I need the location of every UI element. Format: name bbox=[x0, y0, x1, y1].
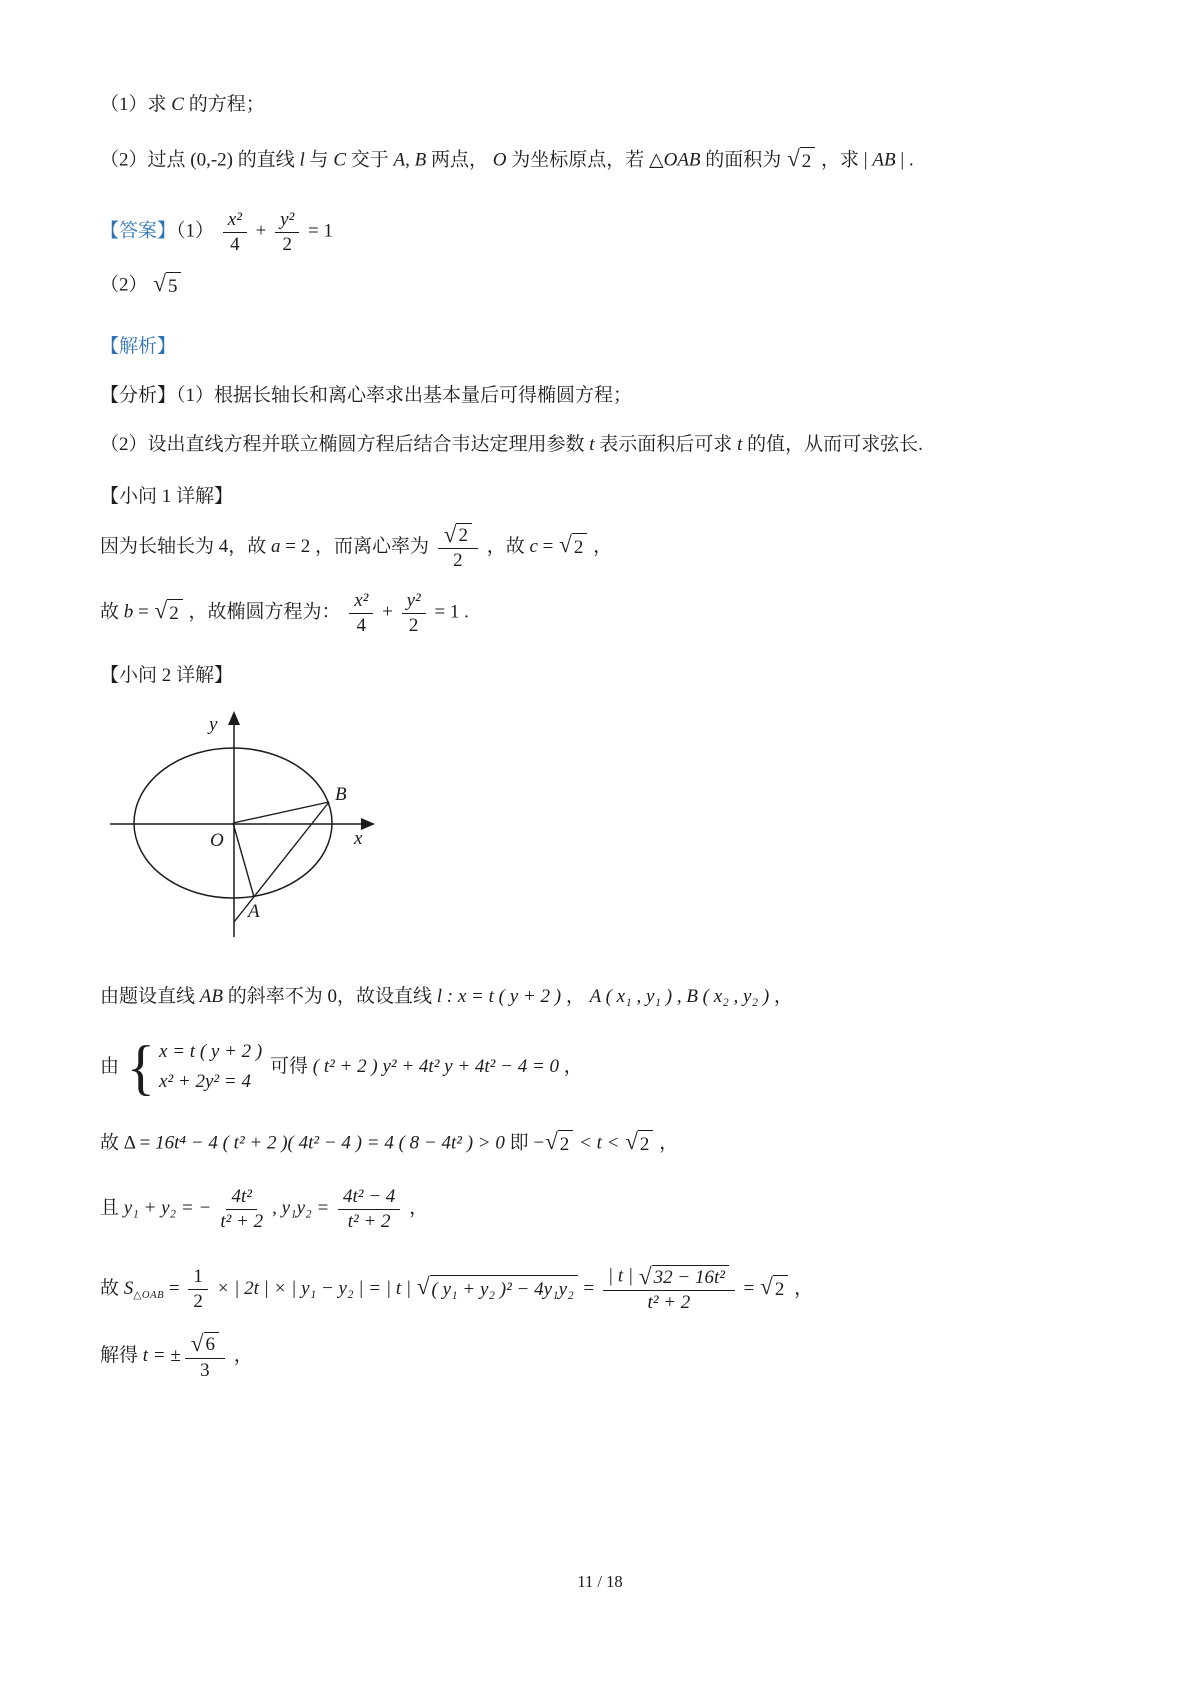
text-run: 可得 bbox=[265, 1055, 313, 1077]
math-run: < t < bbox=[574, 1132, 625, 1154]
math-run: ( y₁ + y₂ )² − 4y₁y₂ bbox=[431, 1279, 574, 1301]
text-run: 2 bbox=[573, 537, 584, 559]
origin-label: O bbox=[210, 830, 224, 852]
brace-icon: { bbox=[126, 1032, 156, 1102]
math-run: × | 2t | × | y₁ − y₂ | = | t | bbox=[211, 1277, 416, 1299]
text-run: 且 bbox=[100, 1197, 124, 1219]
text-run: ， bbox=[588, 535, 613, 557]
math-run: O bbox=[492, 149, 507, 171]
text-run: 与 bbox=[304, 149, 334, 171]
text-run: + bbox=[377, 601, 398, 623]
text-run: = bbox=[738, 1277, 760, 1299]
text-run: 解得 bbox=[100, 1345, 143, 1367]
text-run: 的直线 bbox=[233, 149, 300, 171]
equation-system-row bbox=[159, 1039, 262, 1066]
math-fraction bbox=[188, 1266, 208, 1313]
answer-part-1 bbox=[100, 209, 1108, 256]
text-run: + bbox=[250, 220, 272, 242]
text-run: 两点， bbox=[426, 149, 493, 171]
page-number: 11 / 18 bbox=[577, 1572, 623, 1591]
text-run: （1）求 bbox=[100, 94, 172, 115]
math-run: b bbox=[123, 601, 134, 623]
radical-sign-icon: √ bbox=[190, 1331, 204, 1358]
radical-argument bbox=[572, 533, 588, 562]
fraction-denominator bbox=[404, 614, 424, 637]
segment-OA bbox=[233, 823, 254, 897]
equation-system-rows bbox=[159, 1039, 262, 1096]
fraction-denominator bbox=[643, 1291, 696, 1314]
text-run: 因为长轴长为 4，故 bbox=[100, 535, 272, 557]
fraction-denominator bbox=[343, 1210, 396, 1233]
math-fraction bbox=[438, 523, 478, 572]
fraction-denominator bbox=[225, 233, 245, 256]
radical-sign-icon: √ bbox=[153, 270, 166, 297]
math-fraction bbox=[215, 1186, 268, 1233]
math-run: y² bbox=[280, 209, 295, 231]
text-run: ， bbox=[769, 985, 793, 1007]
text-run: 由题设直线 bbox=[100, 985, 200, 1007]
text-run: 5 bbox=[167, 275, 178, 297]
math-run: ( t² + 2 ) y² + 4t² y + 4t² − 4 = 0 bbox=[312, 1055, 560, 1077]
fraction-denominator bbox=[277, 233, 297, 256]
solution-1-line-2 bbox=[100, 590, 1108, 637]
subquestion-2-heading bbox=[100, 663, 1108, 690]
text-run: 2 bbox=[282, 234, 292, 256]
text-run: 2 bbox=[408, 614, 419, 636]
subquestion-1-heading bbox=[100, 484, 1108, 511]
text-run: 交于 bbox=[346, 149, 394, 171]
solution-2-line-5 bbox=[100, 1265, 1108, 1314]
math-fraction bbox=[603, 1265, 735, 1314]
math-run: t bbox=[589, 433, 595, 455]
text-run: , bbox=[405, 149, 415, 171]
math-run: t² + 2 bbox=[647, 1292, 691, 1314]
text-run: ，求 | bbox=[816, 149, 873, 171]
section-label: 【解析】 bbox=[100, 336, 177, 358]
math-fraction bbox=[338, 1186, 400, 1233]
point-a-label: A bbox=[248, 901, 260, 923]
radical-sign-icon: √ bbox=[416, 1274, 430, 1301]
text-run: 4 bbox=[230, 234, 240, 256]
radical-sign-icon: √ bbox=[625, 1128, 638, 1155]
fraction-numerator bbox=[188, 1266, 208, 1290]
solution-2-line-6 bbox=[100, 1332, 1108, 1381]
math-run: t² + 2 bbox=[220, 1211, 264, 1233]
text-run: = bbox=[578, 1277, 599, 1299]
question-part-2 bbox=[100, 147, 1108, 176]
text-run: 2 bbox=[559, 1133, 570, 1155]
math-run: C bbox=[171, 94, 184, 115]
fraction-numerator bbox=[603, 1265, 735, 1291]
radical-argument bbox=[204, 1332, 220, 1356]
fraction-numerator bbox=[185, 1332, 225, 1358]
text-run: 【小问 2 详解】 bbox=[100, 664, 234, 686]
fraction-denominator bbox=[448, 549, 468, 572]
analysis-line-1 bbox=[100, 383, 1108, 410]
radical-argument bbox=[456, 523, 472, 547]
math-run: x² + 2y² = 4 bbox=[159, 1071, 251, 1093]
text-run: 的值，从而可求弦长. bbox=[742, 433, 923, 455]
answer-part-2 bbox=[100, 272, 1108, 301]
math-run: 4t² bbox=[231, 1186, 252, 1208]
y-axis-label: y bbox=[209, 714, 218, 736]
text-run: | . bbox=[895, 149, 914, 171]
x-axis-label: x bbox=[354, 828, 363, 850]
text-run: （2） bbox=[100, 274, 153, 296]
equation-system-row bbox=[159, 1069, 262, 1096]
radical-argument bbox=[558, 1130, 574, 1159]
text-run: 故 bbox=[100, 601, 124, 623]
math-run: x² bbox=[354, 590, 369, 612]
math-fraction bbox=[349, 590, 373, 637]
radical-expression bbox=[639, 1265, 729, 1289]
equation-system bbox=[126, 1032, 263, 1102]
text-run: ，故椭圆方程为： bbox=[183, 601, 346, 623]
text-run: 【分析】（1）根据长轴长和离心率求出基本量后可得椭圆方程； bbox=[100, 385, 633, 407]
fraction-numerator bbox=[275, 209, 299, 233]
text-run: 故 Δ = bbox=[100, 1132, 156, 1154]
text-run: = 2 ，而离心率为 bbox=[280, 535, 434, 557]
ellipse-figure-svg bbox=[102, 705, 402, 945]
fraction-numerator bbox=[226, 1186, 256, 1210]
fraction-numerator bbox=[338, 1186, 400, 1210]
fraction-denominator bbox=[352, 614, 372, 637]
text-run: 2 bbox=[774, 1279, 785, 1301]
solution-2-line-4 bbox=[100, 1186, 1108, 1233]
subscript: △OAB bbox=[133, 1290, 165, 1302]
math-run: 4t² − 4 bbox=[343, 1186, 396, 1208]
text-run: （2）设出直线方程并联立椭圆方程后结合韦达定理用参数 bbox=[100, 433, 590, 455]
analysis-line-2 bbox=[100, 432, 1108, 459]
radical-argument bbox=[800, 147, 816, 176]
math-run: OAB bbox=[663, 149, 701, 171]
fraction-numerator bbox=[438, 523, 478, 549]
analysis-header bbox=[100, 334, 1108, 361]
text-run: 的面积为 bbox=[700, 149, 787, 171]
text-run: 2 bbox=[458, 524, 468, 546]
radical-argument bbox=[430, 1275, 578, 1304]
fraction-denominator bbox=[215, 1210, 268, 1233]
radical-sign-icon: √ bbox=[443, 521, 457, 548]
section-label: 【答案】 bbox=[100, 220, 177, 242]
radical-argument bbox=[773, 1275, 789, 1304]
math-fraction bbox=[223, 209, 247, 256]
radical-sign-icon: √ bbox=[787, 145, 800, 172]
radical-expression bbox=[625, 1130, 653, 1159]
math-run: l : x = t ( y + 2 ) bbox=[436, 985, 562, 1007]
radical-argument bbox=[652, 1265, 729, 1289]
radical-expression bbox=[417, 1275, 578, 1304]
text-run: (0,-2) bbox=[190, 149, 233, 171]
math-run: l bbox=[299, 149, 305, 171]
radical-expression bbox=[559, 533, 587, 562]
math-run: x = t ( y + 2 ) bbox=[159, 1040, 263, 1062]
point-b-label: B bbox=[335, 784, 347, 806]
solution-2-line-1 bbox=[100, 984, 1108, 1011]
text-run: ， bbox=[789, 1277, 814, 1299]
math-run: t bbox=[737, 433, 743, 455]
x-axis-arrow-icon bbox=[361, 818, 375, 830]
text-run: ， bbox=[559, 1055, 583, 1077]
text-run: 2 bbox=[639, 1133, 650, 1155]
radical-expression bbox=[545, 1130, 573, 1159]
text-run: （2）过点 bbox=[100, 149, 191, 171]
fraction-numerator bbox=[349, 590, 373, 614]
math-run: | t | bbox=[607, 1265, 638, 1287]
math-run: t = ± bbox=[142, 1345, 181, 1367]
ellipse-diagram bbox=[102, 705, 1108, 954]
math-fraction bbox=[402, 590, 426, 637]
text-run: 2 bbox=[193, 1291, 203, 1313]
math-run: 32 − 16t² bbox=[653, 1266, 725, 1288]
text-run: 由 bbox=[100, 1055, 124, 1077]
text-run: ， bbox=[561, 985, 590, 1007]
math-run: S bbox=[123, 1277, 134, 1299]
radical-expression bbox=[760, 1275, 788, 1304]
solution-2-line-3 bbox=[100, 1130, 1108, 1159]
math-run: A bbox=[393, 149, 406, 171]
text-run: 表示面积后可求 bbox=[594, 433, 738, 455]
radical-expression bbox=[191, 1332, 219, 1356]
text-run: 即 − bbox=[504, 1132, 545, 1154]
solution-1-line-1 bbox=[100, 523, 1108, 572]
radical-sign-icon: √ bbox=[760, 1274, 773, 1301]
text-run: 1 bbox=[193, 1266, 203, 1288]
math-run: x² bbox=[227, 209, 242, 231]
math-fraction bbox=[275, 209, 299, 256]
text-run: ，故 bbox=[481, 535, 530, 557]
text-run: = 1 bbox=[303, 220, 333, 242]
text-run: = bbox=[537, 535, 559, 557]
text-run: 2 bbox=[169, 603, 179, 625]
text-run: 的方程； bbox=[183, 94, 265, 115]
text-run: ， bbox=[404, 1197, 429, 1219]
text-run: = 1 . bbox=[429, 601, 469, 623]
text-run: ， bbox=[229, 1345, 253, 1367]
radical-expression bbox=[787, 147, 815, 176]
radical-argument bbox=[638, 1130, 654, 1159]
radical-expression bbox=[444, 523, 472, 547]
text-run: 2 bbox=[453, 550, 463, 572]
radical-sign-icon: √ bbox=[545, 1128, 558, 1155]
radical-argument bbox=[167, 599, 183, 628]
y-axis-arrow-icon bbox=[228, 711, 240, 725]
text-run: = bbox=[133, 601, 154, 623]
question-part-1 bbox=[100, 92, 1108, 119]
math-run: AB bbox=[199, 985, 223, 1007]
text-run: 的斜率不为 0，故设直线 bbox=[222, 985, 437, 1007]
math-run: 16t⁴ − 4 ( t² + 2 )( 4t² − 4 ) = 4 ( 8 − 4t² ) > 0 bbox=[155, 1132, 505, 1154]
math-fraction bbox=[185, 1332, 225, 1381]
math-run: t² + 2 bbox=[347, 1211, 391, 1233]
document-body bbox=[100, 88, 1108, 1381]
fraction-numerator bbox=[402, 590, 426, 614]
math-run: C bbox=[333, 149, 346, 171]
radical-sign-icon: √ bbox=[559, 532, 572, 559]
text-run: 故 bbox=[100, 1277, 124, 1299]
math-run: AB bbox=[872, 149, 896, 171]
radical-sign-icon: √ bbox=[154, 598, 168, 625]
math-run: c bbox=[529, 535, 538, 557]
math-run: a bbox=[271, 535, 281, 557]
text-run: 6 bbox=[205, 1334, 216, 1356]
radical-sign-icon: √ bbox=[638, 1263, 652, 1290]
math-run: A ( x₁ , y₁ ) , B ( x₂ , y₂ ) bbox=[589, 985, 770, 1007]
solution-2-line-2 bbox=[100, 1032, 1108, 1102]
math-run: y² bbox=[406, 590, 421, 612]
fraction-numerator bbox=[223, 209, 247, 233]
math-run: B bbox=[414, 149, 427, 171]
text-run: 2 bbox=[801, 150, 812, 172]
fraction-denominator bbox=[188, 1290, 208, 1313]
text-run: 4 bbox=[356, 614, 367, 636]
text-run: （1） bbox=[176, 220, 219, 242]
radical-argument bbox=[166, 272, 182, 301]
text-run: = bbox=[164, 1277, 185, 1299]
math-run: , y₁y₂ = bbox=[272, 1197, 335, 1219]
math-run: y₁ + y₂ = − bbox=[123, 1197, 212, 1219]
text-run: ， bbox=[654, 1132, 679, 1154]
fraction-denominator bbox=[195, 1359, 215, 1382]
radical-expression bbox=[154, 599, 182, 628]
radical-expression bbox=[153, 272, 181, 301]
text-run: 【小问 1 详解】 bbox=[100, 486, 234, 508]
text-run: 为坐标原点，若 △ bbox=[506, 149, 664, 171]
text-run: 3 bbox=[200, 1359, 210, 1381]
